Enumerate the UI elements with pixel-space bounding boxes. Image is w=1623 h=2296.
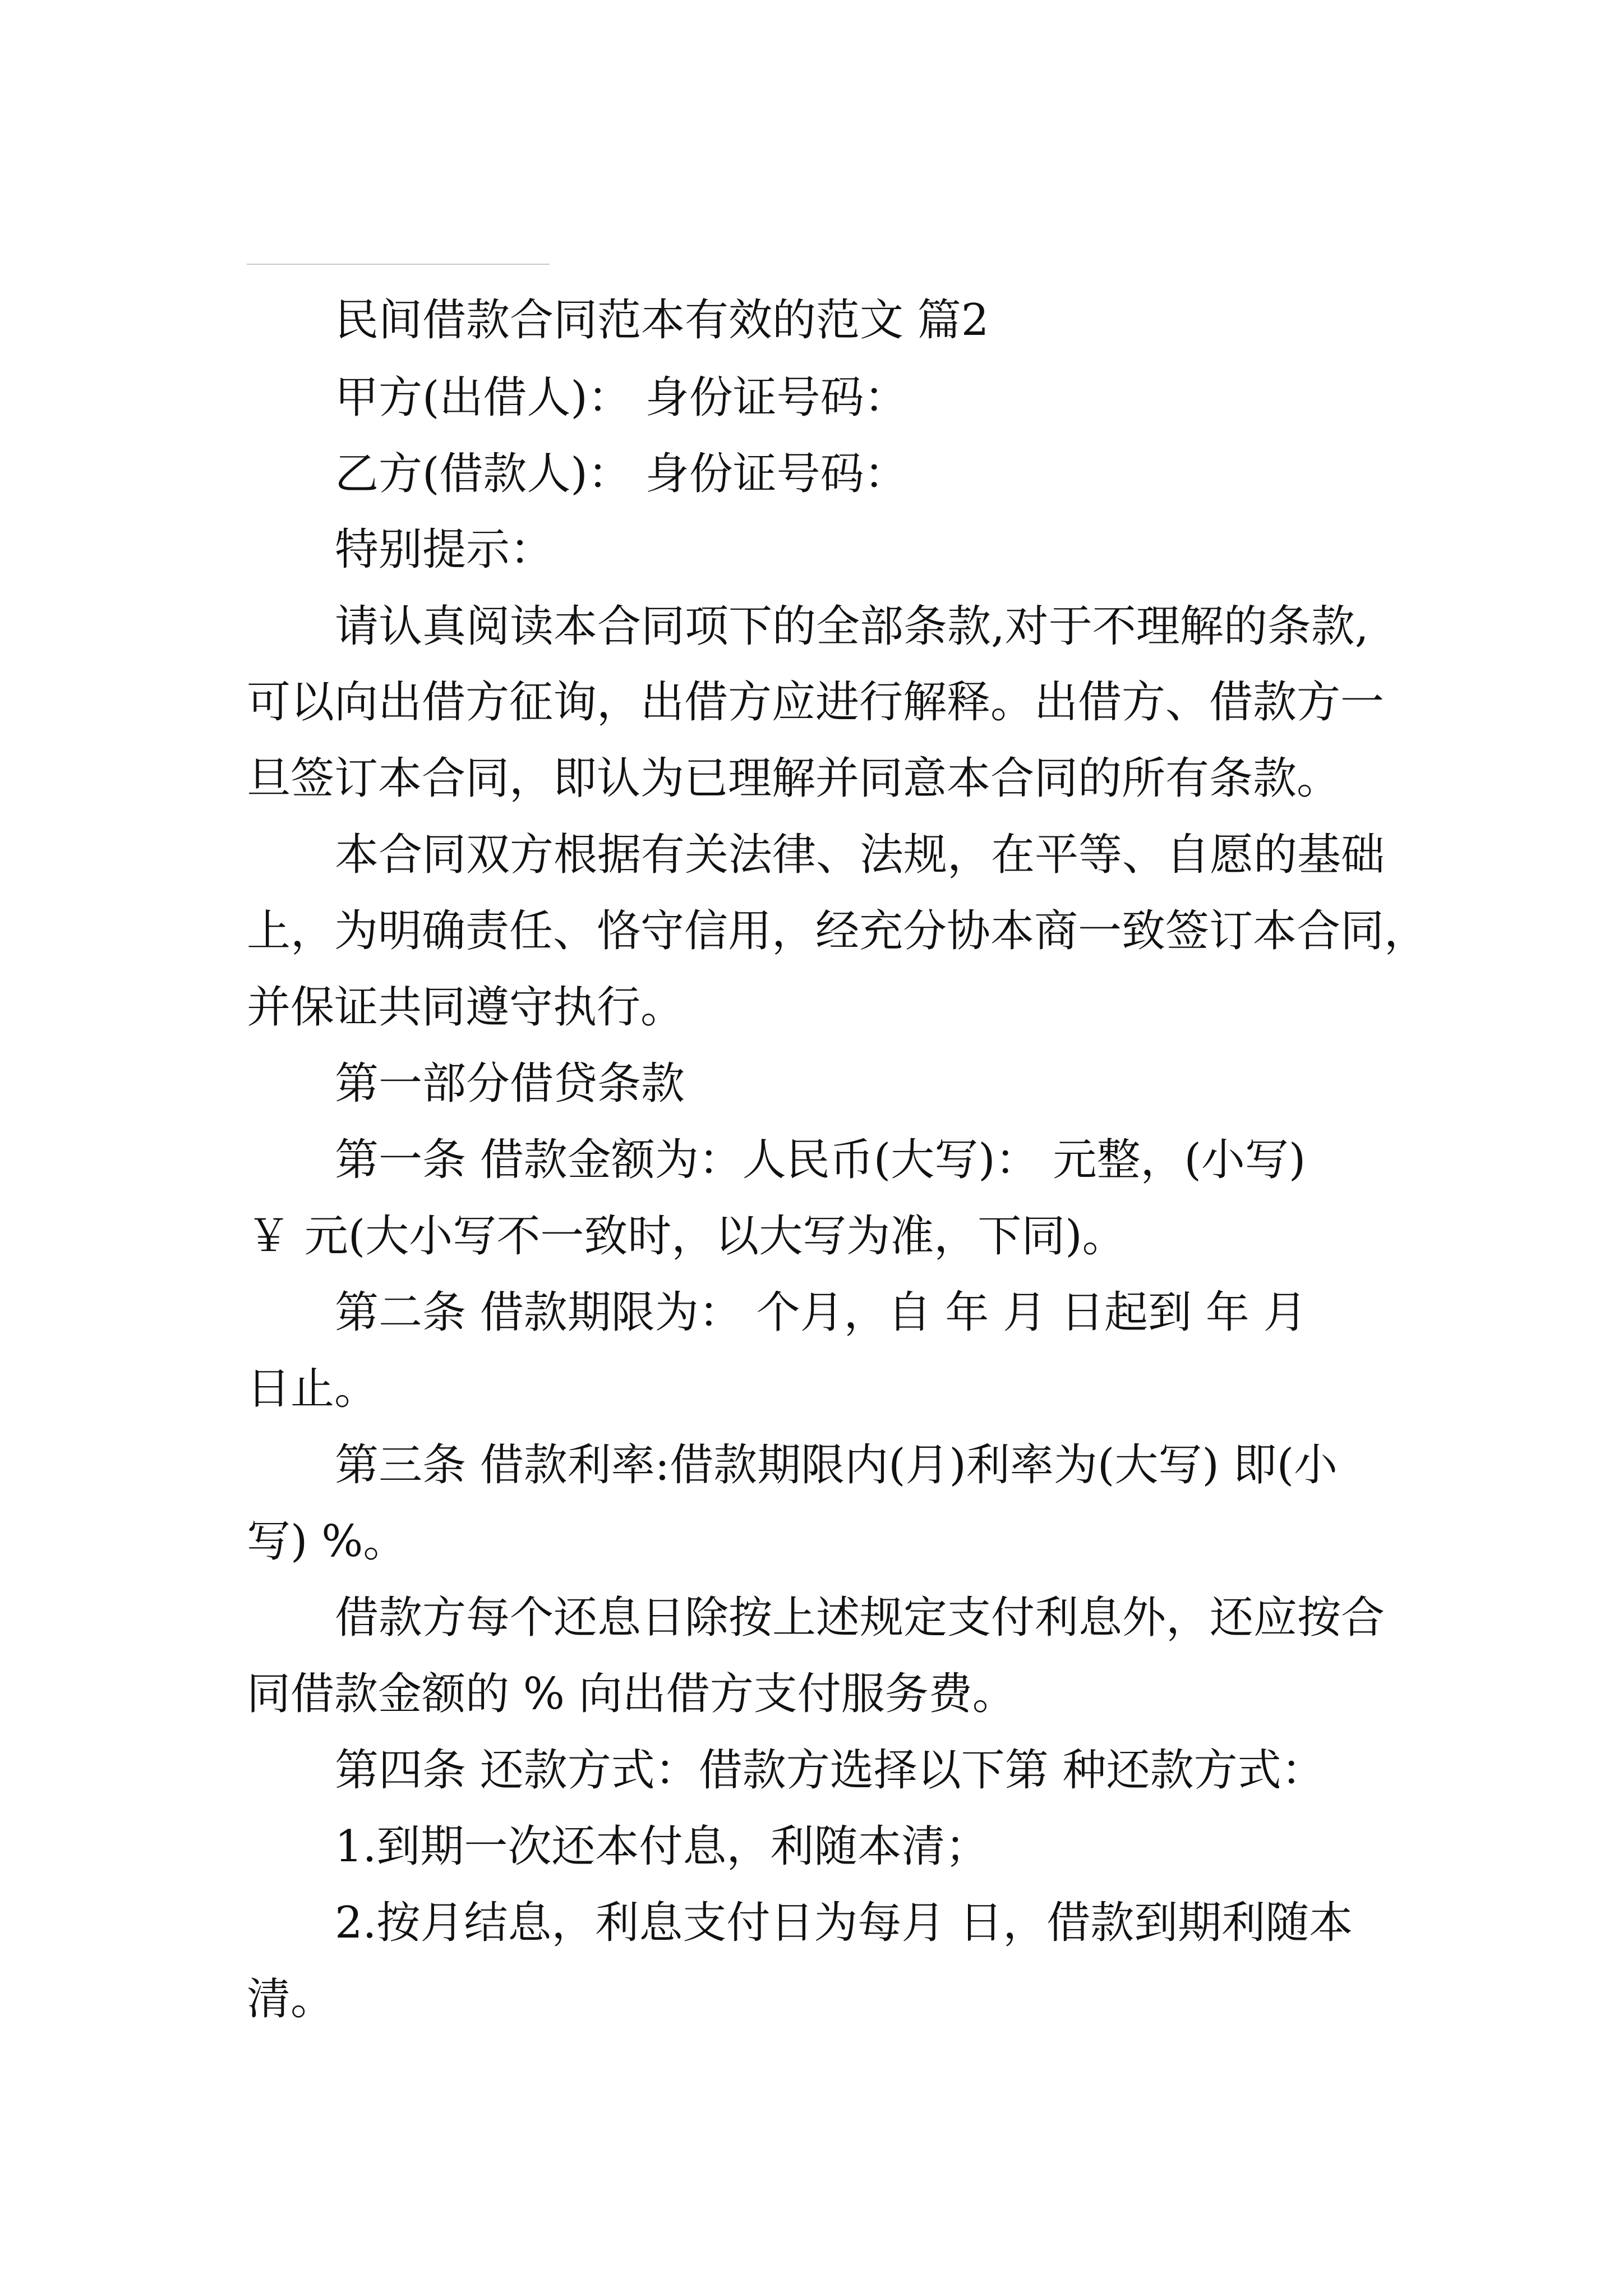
article-line: 第一条 借款金额为：人民币(大写)： 元整，(小写) [335,1135,1306,1185]
article-line: 写) %。 [247,1516,407,1567]
paragraph-line: 并保证共同遵守执行。 [247,982,685,1033]
article-line: 第四条 还款方式：借款方选择以下第 种还款方式： [335,1745,1325,1796]
header-divider [247,264,550,265]
paragraph-line: 可以向出借方征询，出借方应进行解释。出借方、借款方一 [247,677,1385,728]
document-title: 民间借款合同范本有效的范文 篇2 [335,295,989,346]
paragraph-line: 同借款金额的 % 向出借方支付服务费。 [247,1669,1016,1719]
article-line: ￥ 元(大小写不一致时，以大写为准，下同)。 [247,1211,1126,1262]
article-line: 第二条 借款期限为： 个月，自 年 月 日起到 年 月 [335,1287,1307,1338]
list-item: 2.按月结息，利息支付日为每月 日，借款到期利随本 [335,1898,1353,1948]
list-item: 1.到期一次还本付息，利随本清； [335,1821,989,1872]
article-line: 日止。 [247,1364,379,1414]
special-notice-heading: 特别提示： [335,524,554,575]
paragraph-line: 请认真阅读本合同项下的全部条款,对于不理解的条款, [335,601,1369,652]
section-heading: 第一部分借贷条款 [335,1059,685,1109]
list-item-continuation: 清。 [247,1974,335,2024]
party-a-line: 甲方(出借人)： 身份证号码： [335,372,908,423]
paragraph-line: 上，为明确责任、恪守信用，经充分协本商一致签订本合同， [247,906,1428,956]
paragraph-line: 借款方每个还息日除按上述规定支付利息外，还应按合 [335,1593,1385,1643]
article-line: 第三条 借款利率:借款期限内(月)利率为(大写) 即(小 [335,1440,1338,1490]
paragraph-line: 本合同双方根据有关法律、法规，在平等、自愿的基础 [335,830,1385,880]
paragraph-line: 旦签订本合同，即认为已理解并同意本合同的所有条款。 [247,753,1341,804]
party-b-line: 乙方(借款人)： 身份证号码： [335,449,908,499]
